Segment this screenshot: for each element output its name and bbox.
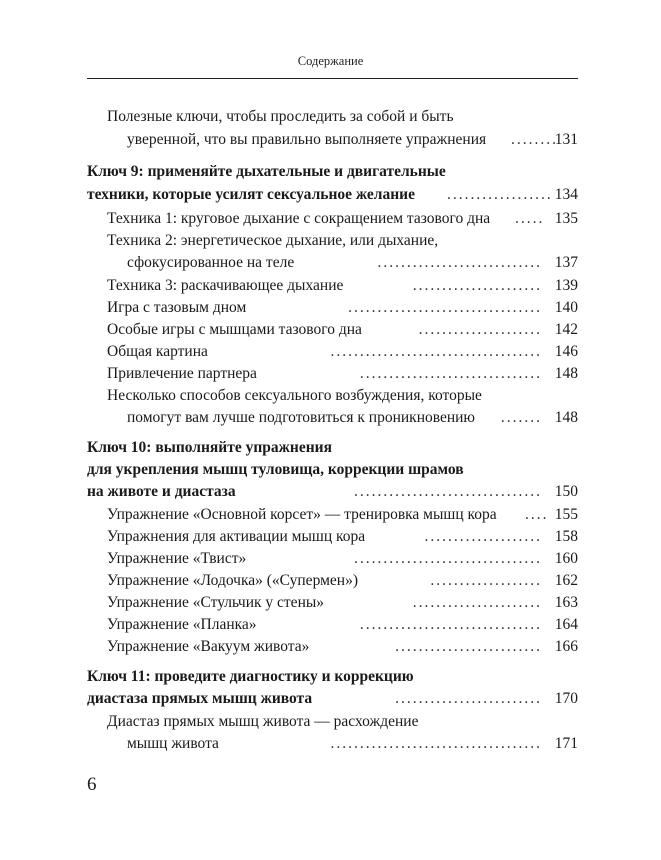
toc-chapter-title [87,666,578,688]
toc-chapter-title [87,161,578,183]
toc-entry-text: Несколько способов сексуального возбуждения, которые [107,387,482,404]
toc-entry-line [87,504,578,526]
toc-entry-line [87,636,578,658]
toc-entry-line [87,363,578,385]
toc-entry-line [87,319,578,341]
toc-chapter-title [87,688,578,710]
toc-entry-text: Упражнение «Лодочка» («Супермен») [107,572,358,589]
page-number: 6 [87,774,97,795]
toc-page-number: 139 [554,277,578,294]
toc-page-number: 142 [554,321,578,338]
toc-entry-text: Упражнение «Основной корсет» — тренировка мышц кора [107,506,497,523]
dot-leader: ................... [430,572,542,589]
dot-leader: ............................... [359,616,542,633]
toc-entry-line [87,297,578,319]
dot-leader: ................................ [354,550,542,567]
toc-entry-text: Упражнение «Вакуум живота» [107,638,310,655]
toc-entry-line [87,208,578,230]
toc-page-number: 140 [554,299,578,316]
toc-entry-text: мышц живота [127,735,219,752]
running-head-title: Содержание [297,54,364,68]
toc-entry-line [87,275,578,297]
toc-chapter-text: техники, которые усилят сексуальное желание [87,186,415,203]
dot-leader: ................................ [354,483,542,500]
dot-leader: ............................... [359,365,542,382]
toc-chapter-title [87,481,578,503]
toc-entry-text: уверенной, что вы правильно выполняете упражнения [127,131,487,148]
toc-entry-text: Техника 1: круговое дыхание с сокращением тазового дна [107,210,491,227]
toc-chapter-text: для укрепления мышц туловища, коррекции шрамов [87,461,464,478]
toc-chapter-text: Ключ 10: выполняйте упражнения [87,439,332,456]
toc-entry-text: Упражнения для активации мышц кора [107,528,366,545]
toc-page-number: 171 [554,735,578,752]
toc-entry-text: сфокусированное на теле [127,254,295,271]
toc-page-number: 150 [554,483,578,500]
toc-page-number: 166 [554,638,578,655]
toc-entry-line [87,548,578,570]
toc-page-number: 134 [554,186,578,203]
dot-leader: .................................... [330,735,542,752]
toc-page-number: 160 [554,550,578,567]
toc-chapter-title [87,437,578,459]
toc-page-number: 131 [554,131,578,148]
toc-chapter-text: на животе и диастаза [87,483,236,500]
toc-entry-text: Упражнение «Стульчик у стены» [107,594,325,611]
toc-page-number: 162 [554,572,578,589]
header-rule [87,78,578,79]
toc-page-number: 158 [554,528,578,545]
toc-page-number: 163 [554,594,578,611]
dot-leader: ......................... [395,690,542,707]
toc-page-number: 164 [554,616,578,633]
toc-page-number: 155 [554,506,578,523]
dot-leader: ....... [500,409,542,426]
toc-page-number: 170 [554,690,578,707]
toc-entry-line [87,592,578,614]
toc-page-number: 135 [554,210,578,227]
toc-entry-text: Упражнение «Планка» [107,616,257,633]
toc-entry-text: Полезные ключи, чтобы проследить за собой и быть [107,108,454,125]
toc-entry-text: Техника 3: раскачивающее дыхание [107,277,344,294]
dot-leader: ............................ [377,254,542,271]
toc-entry-text: помогут вам лучше подготовиться к проникновению [127,409,476,426]
dot-leader: ................................. [348,299,542,316]
toc-page-number: 148 [554,365,578,382]
toc-entry-line [87,385,578,407]
toc-entry-line [87,711,578,733]
toc-chapter-text: Ключ 11: проведите диагностику и коррекцию [87,668,414,685]
toc-entry-text: Игра с тазовым дном [107,299,247,316]
toc-page-number: 148 [554,409,578,426]
toc-entry-line [87,407,578,429]
dot-leader: ..................... [418,321,542,338]
dot-leader: ...................... [412,594,542,611]
dot-leader: .................. [447,186,553,203]
toc-chapter-title [87,184,578,206]
dot-leader: ........ [511,131,558,148]
toc-page-number: 137 [554,254,578,271]
toc-entry-line [87,733,578,755]
toc-entry-line [87,614,578,636]
toc-entry-text: Техника 2: энергетическое дыхание, или дыхание, [107,232,439,249]
toc-entry-line [87,230,578,252]
dot-leader: .................... [424,528,542,545]
dot-leader: .................................... [330,343,542,360]
toc-page-number: 146 [554,343,578,360]
dot-leader: ..... [515,210,545,227]
toc-entry-line [87,129,578,151]
toc-chapter-text: Ключ 9: применяйте дыхательные и двигательные [87,163,446,180]
dot-leader: ...................... [412,277,542,294]
toc-entry-line [87,570,578,592]
toc-entry-line [87,341,578,363]
dot-leader: ......................... [395,638,542,655]
toc-chapter-text: диастаза прямых мышц живота [87,690,313,707]
toc-entry-text: Диастаз прямых мышц живота — расхождение [107,713,419,730]
toc-entry-text: Особые игры с мышцами тазового дна [107,321,362,338]
toc-chapter-title [87,459,578,481]
toc-entry-line [87,106,578,128]
toc-entry-line [87,526,578,548]
toc-entry-text: Привлечение партнера [107,365,257,382]
toc-entry-line [87,252,578,274]
toc-entry-text: Упражнение «Твист» [107,550,247,567]
toc-entry-text: Общая картина [107,343,208,360]
dot-leader: .... [525,506,549,523]
